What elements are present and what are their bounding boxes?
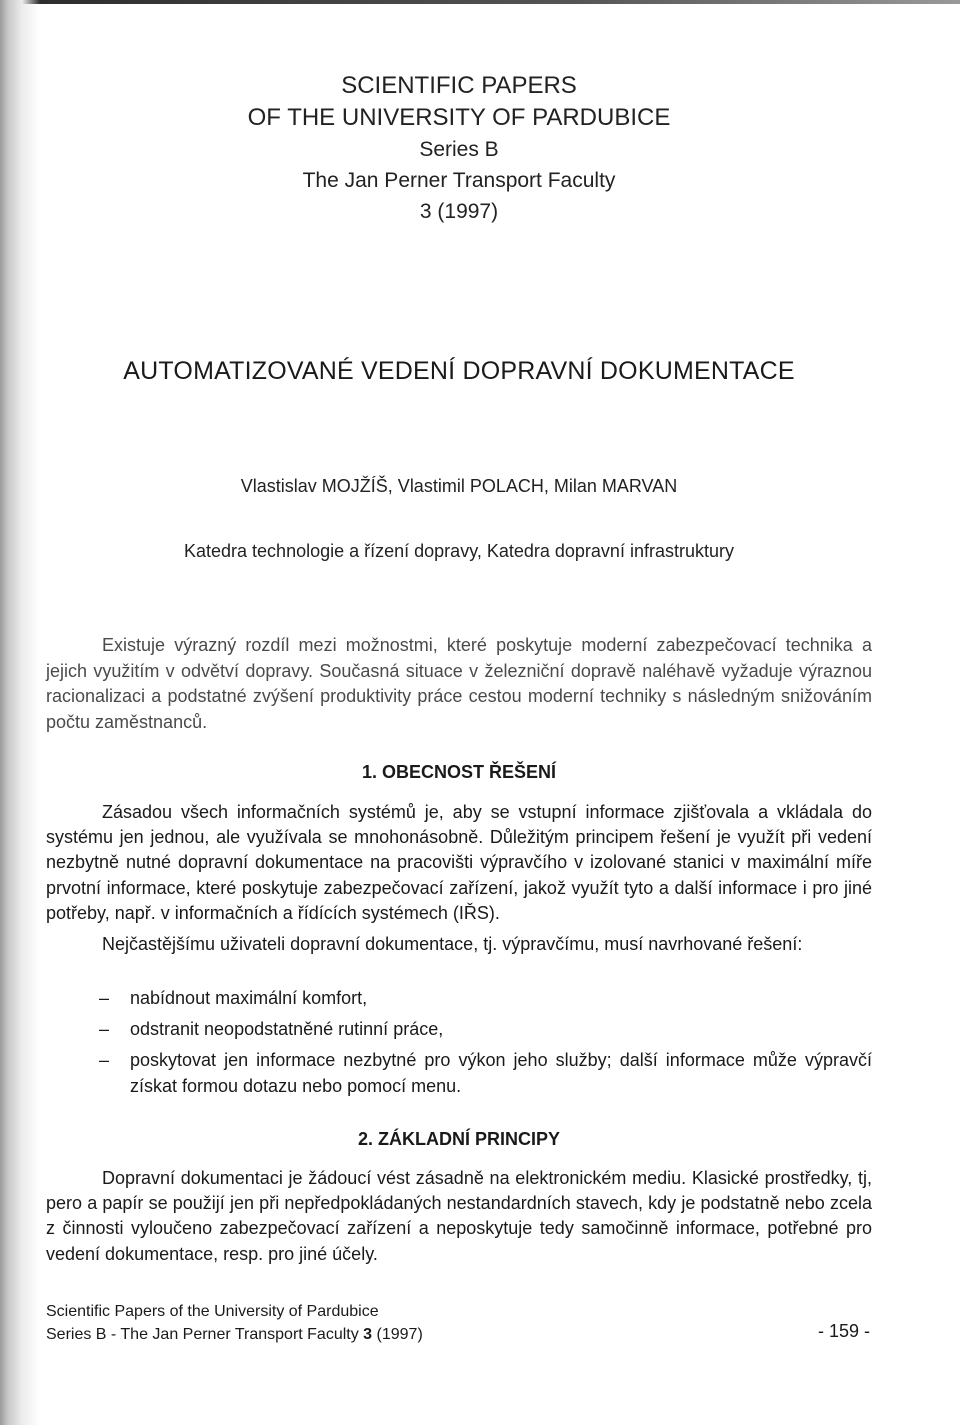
section-1-paragraph-2: Nejčastějšímu uživateli dopravní dokumentace, tj. výpravčímu, musí navrhované řešení: [102, 934, 803, 954]
footer-citation [46, 1300, 423, 1346]
list-item-text: nabídnout maximální komfort, [130, 988, 368, 1008]
abstract: Existuje výrazný rozdíl mezi možnostmi, které poskytuje moderní zabezpečovací technika a jejich využitím v odvětví dopravy. Současná situace v železniční dopravě naléhavě vyžaduje výraznou racionalizaci a podstatné zvýšení produktivity práce cestou moderní techniky s následným snižováním počtu zaměstnanců. [46, 635, 872, 732]
journal-series: Series B [419, 138, 499, 161]
list-item-text: poskytovat jen informace nezbytné pro výkon jeho služby; další informace může výpravčí získat formou dotazu nebo pomocí menu. [130, 1050, 872, 1096]
paper-authors: Vlastislav MOJŽÍŠ, Vlastimil POLACH, Milan MARVAN [240, 476, 678, 496]
footer-year: (1997) [372, 1326, 423, 1343]
journal-issue: 3 (1997) [419, 200, 499, 223]
section-1-paragraph-1: Zásadou všech informačních systémů je, aby se vstupní informace zjišťovala a vkládala do systému jen jednou, ale využívala se mnohonásobně. Důležitým principem řešení je využít při vedení nezbytně nutné dopravní dokumentace na pracovišti výpravčího v izolované stanici v maximální míře prvotní informace, které poskytuje zabezpečovací zařízení, jakož využít tyto a další informace i pro jiné potřeby, např. v informačních a řídících systémech (IŘS). [46, 802, 872, 923]
footer-journal-line: Scientific Papers of the University of Pardubice [46, 1303, 379, 1320]
list-item [46, 986, 872, 1011]
footer-series-text: Series B - The Jan Perner Transport Faculty [46, 1326, 364, 1343]
list-item [46, 1048, 872, 1098]
page-number: - 159 - [817, 1321, 870, 1341]
journal-title-line2: OF THE UNIVERSITY OF PARDUBICE [247, 104, 671, 131]
list-bullet-dash: – [99, 1050, 110, 1071]
journal-title-line1: SCIENTIFIC PAPERS [341, 72, 577, 99]
journal-faculty: The Jan Perner Transport Faculty [302, 169, 616, 192]
list-item-text: odstranit neopodstatněné rutinní práce, [130, 1019, 444, 1040]
list-bullet-dash: – [99, 988, 110, 1008]
list-bullet-dash: – [99, 1019, 110, 1040]
requirements-list [46, 986, 872, 1105]
paper-title: AUTOMATIZOVANÉ VEDENÍ DOPRAVNÍ DOKUMENTACE [123, 357, 795, 385]
section-2-paragraph-1: Dopravní dokumentaci je žádoucí vést zásadně na elektronickém mediu. Klasické prostředky, tj, pero a papír se použijí jen při nepředpokládaných nestandardních stavech, kdy je podstatně nebo zcela z činnosti vyloučeno zabezpečovací zařízení a neposkytuje tedy samočinně informace, potřebné pro vedení dokumentace, resp. pro jiné účely. [46, 1168, 872, 1264]
footer-series-line [46, 1323, 423, 1346]
journal-header [0, 70, 918, 228]
paper-affiliation: Katedra technologie a řízení dopravy, Katedra dopravní infrastruktury [184, 541, 734, 561]
section-2-heading: 2. ZÁKLADNÍ PRINCIPY [357, 1129, 561, 1149]
section-1-heading: 1. OBECNOST ŘEŠENÍ [361, 762, 557, 782]
footer-issue-number: 3 [363, 1326, 373, 1343]
list-item [46, 1017, 872, 1042]
